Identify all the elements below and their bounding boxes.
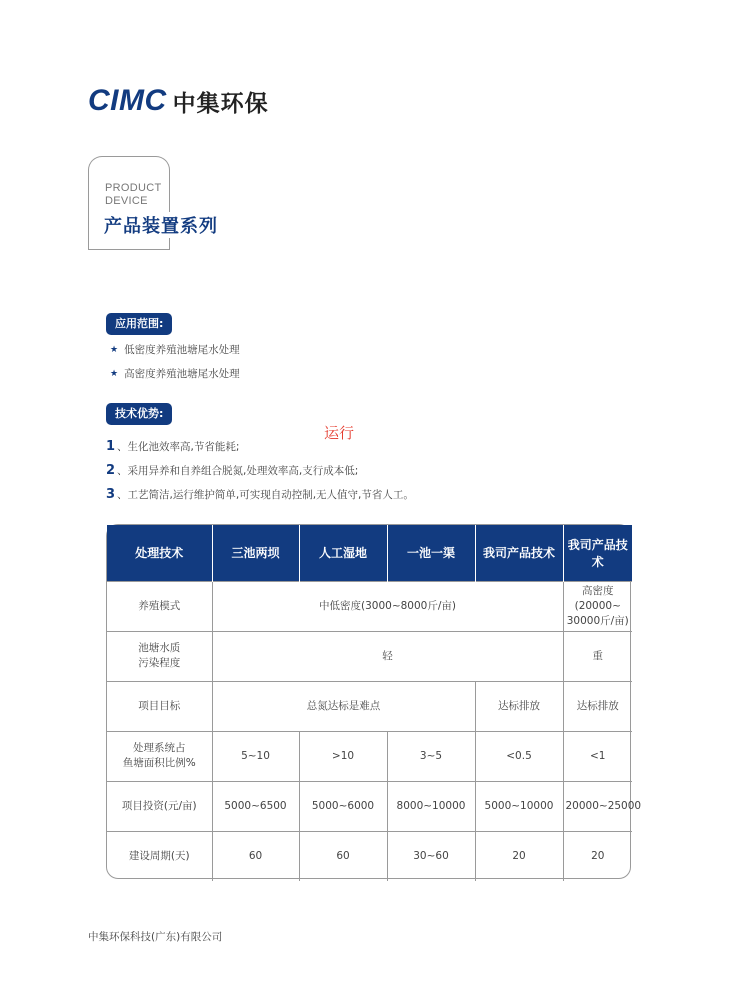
star-icon: ★ <box>110 344 119 355</box>
table-row <box>107 581 632 631</box>
advantage-number: 3 <box>106 487 116 502</box>
product-english-label <box>105 182 162 208</box>
table-cell: 达标排放 <box>563 681 632 731</box>
table-cell: 60 <box>299 831 387 881</box>
table-cell: 中低密度(3000~8000斤/亩) <box>212 581 563 631</box>
table-cell: 20000~25000 <box>563 781 632 831</box>
table-row <box>107 781 632 831</box>
table-cell: 轻 <box>212 631 563 681</box>
advantage-item <box>106 439 239 454</box>
advantages-tag: 技术优势: <box>106 403 172 425</box>
table-cell: 总氮达标是难点 <box>212 681 475 731</box>
table-cell: <1 <box>563 731 632 781</box>
table-cell: 高密度 (20000~ 30000斤/亩) <box>563 581 632 631</box>
header-our-tech-2: 我司产品技术 <box>563 525 632 581</box>
header-pond-channel: 一池一渠 <box>387 525 475 581</box>
table-row <box>107 631 632 681</box>
comparison-table <box>106 524 642 879</box>
company-logo <box>88 86 269 116</box>
table-cell: 5000~10000 <box>475 781 563 831</box>
advantage-text: 、工艺简洁,运行维护简单,可实现自动控制,无人值守,节省人工。 <box>117 489 414 501</box>
row-label: 项目目标 <box>107 681 212 731</box>
advantage-text: 、生化池效率高,节省能耗; <box>117 441 240 453</box>
row-label: 处理系统占 鱼塘面积比例% <box>107 731 212 781</box>
table-cell: 达标排放 <box>475 681 563 731</box>
table-row <box>107 681 632 731</box>
application-tag: 应用范围: <box>106 313 172 335</box>
table-cell: 8000~10000 <box>387 781 475 831</box>
table-cell: 5000~6500 <box>212 781 299 831</box>
application-item-text: 高密度养殖池塘尾水处理 <box>124 368 240 380</box>
table-cell: 20 <box>475 831 563 881</box>
advantage-item <box>106 487 414 502</box>
table-cell: 3~5 <box>387 731 475 781</box>
row-label: 建设周期(天) <box>107 831 212 881</box>
row-label: 池塘水质 污染程度 <box>107 631 212 681</box>
row-label: 养殖模式 <box>107 581 212 631</box>
table-cell: 30~60 <box>387 831 475 881</box>
company-footer: 中集环保科技(广东)有限公司 <box>88 931 223 943</box>
header-our-tech-1: 我司产品技术 <box>475 525 563 581</box>
table-cell: 重 <box>563 631 632 681</box>
product-en-line1: PRODUCT <box>105 182 162 194</box>
application-item <box>110 342 240 357</box>
table-row <box>107 831 632 881</box>
header-wetland: 人工湿地 <box>299 525 387 581</box>
table-cell: 5000~6000 <box>299 781 387 831</box>
advantage-number: 2 <box>106 463 116 478</box>
red-annotation: 运行 <box>324 424 355 442</box>
table-row <box>107 731 632 781</box>
header-three-ponds: 三池两坝 <box>212 525 299 581</box>
advantage-text: 、采用异养和自养组合脱氮,处理效率高,支行成本低; <box>117 465 359 477</box>
row-label: 项目投资(元/亩) <box>107 781 212 831</box>
advantage-number: 1 <box>106 439 116 454</box>
header-tech: 处理技术 <box>107 525 212 581</box>
table-cell: >10 <box>299 731 387 781</box>
star-icon: ★ <box>110 368 119 379</box>
application-item-text: 低密度养殖池塘尾水处理 <box>124 344 240 356</box>
table-header-row <box>107 525 632 581</box>
cimc-logo-mark: CIMC <box>88 84 167 117</box>
table-cell: 60 <box>212 831 299 881</box>
advantage-item <box>106 463 358 478</box>
table-cell: 5~10 <box>212 731 299 781</box>
table-cell: <0.5 <box>475 731 563 781</box>
application-item <box>110 366 240 381</box>
section-title: 产品装置系列 <box>104 212 222 238</box>
table-cell: 20 <box>563 831 632 881</box>
logo-chinese-name: 中集环保 <box>172 90 269 117</box>
product-en-line2: DEVICE <box>105 195 148 207</box>
